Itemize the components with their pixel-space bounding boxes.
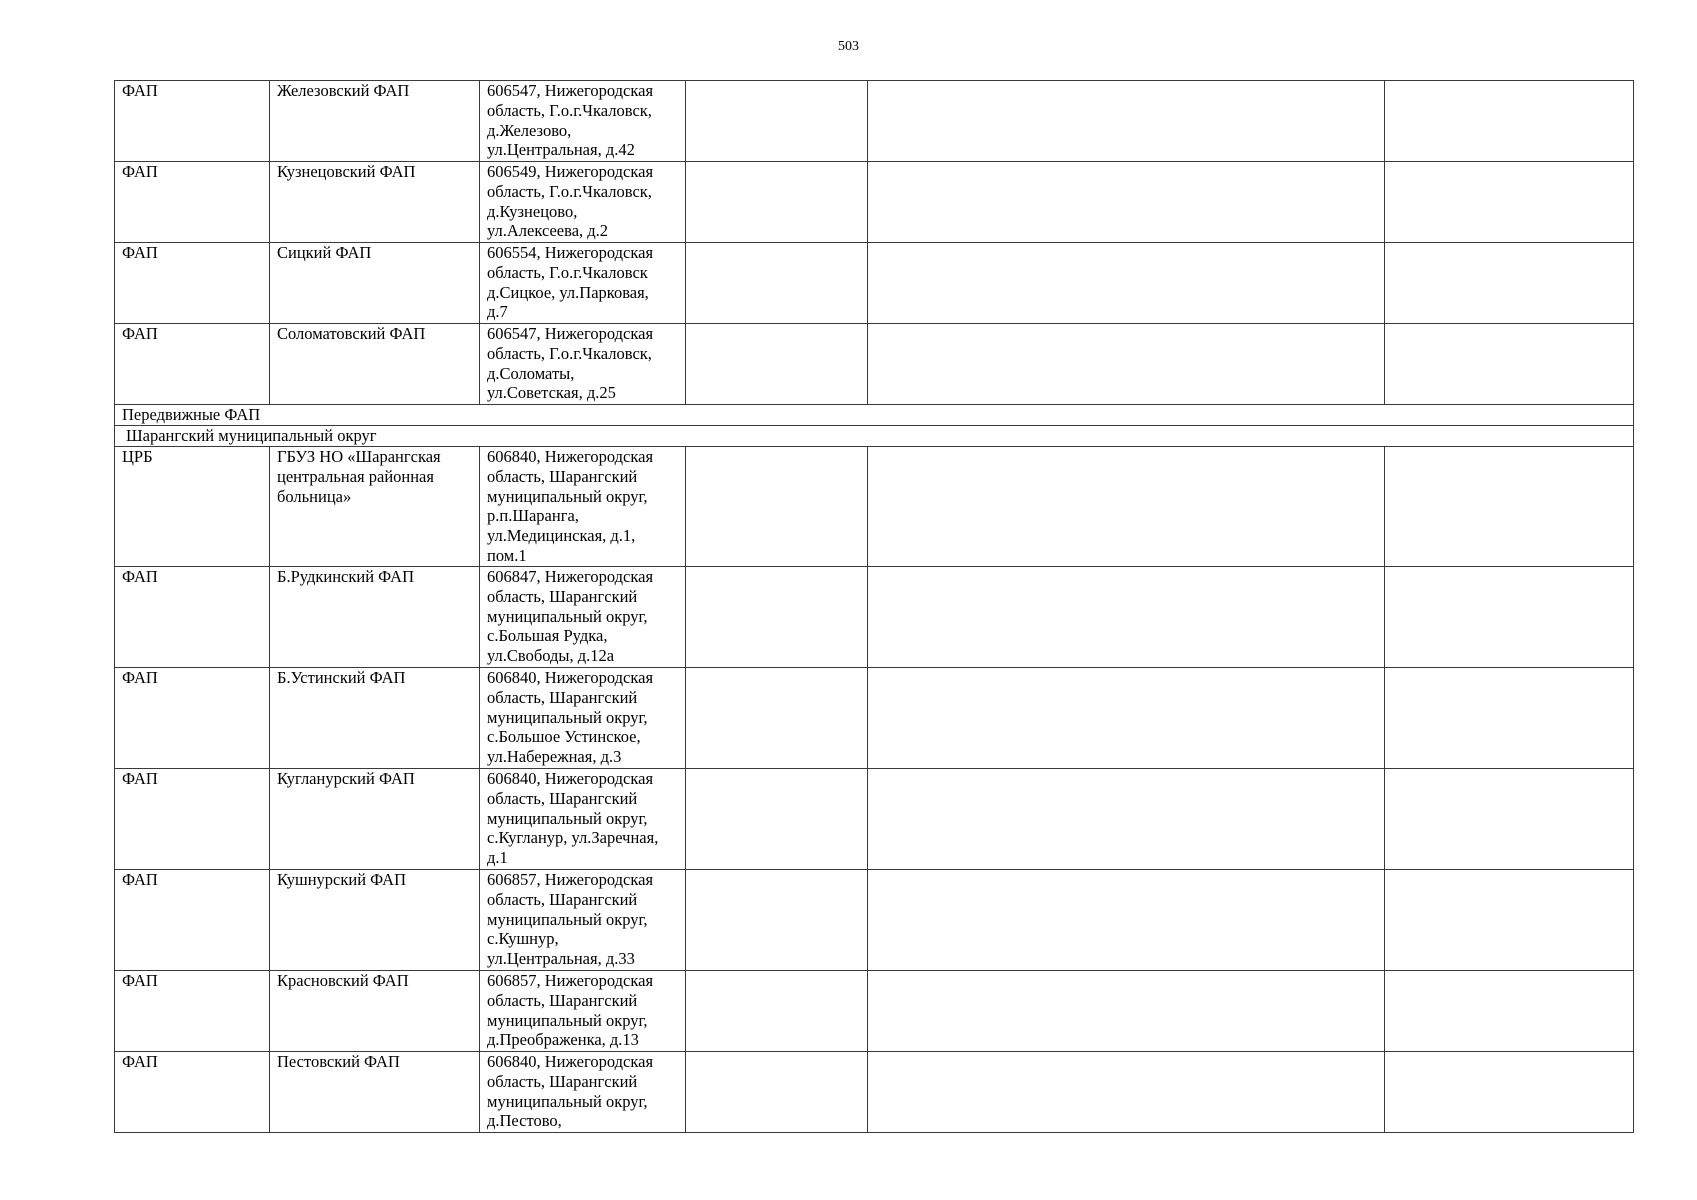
address-line: ул.Набережная, д.3 bbox=[487, 747, 622, 767]
empty-cell bbox=[868, 668, 1385, 769]
empty-cell bbox=[1385, 324, 1634, 405]
address-line: ул.Центральная, д.33 bbox=[487, 949, 635, 969]
facility-address-cell bbox=[480, 243, 686, 324]
empty-cell bbox=[868, 567, 1385, 668]
address-line: д.1 bbox=[487, 848, 508, 868]
empty-cell bbox=[686, 668, 868, 769]
address-line: муниципальный округ, bbox=[487, 486, 648, 506]
facility-name-cell: Кушнурский ФАП bbox=[270, 870, 480, 971]
address-line: д.Преображенка, д.13 bbox=[487, 1030, 639, 1050]
address-line: д.Железово, bbox=[487, 120, 572, 140]
address-line: ул.Алексеева, д.2 bbox=[487, 221, 609, 241]
address-line: с.Кушнур, bbox=[487, 929, 559, 949]
address-line: муниципальный округ, bbox=[487, 606, 648, 626]
empty-cell bbox=[868, 81, 1385, 162]
empty-cell bbox=[686, 870, 868, 971]
table-row bbox=[115, 971, 1634, 1052]
address-line: ул.Свободы, д.12а bbox=[487, 646, 615, 666]
facility-type-cell: ФАП bbox=[115, 162, 270, 243]
empty-cell bbox=[868, 870, 1385, 971]
facility-address-cell bbox=[480, 447, 686, 567]
table-row bbox=[115, 668, 1634, 769]
empty-cell bbox=[1385, 971, 1634, 1052]
address-line: муниципальный округ, bbox=[487, 909, 648, 929]
facility-name-cell: Железовский ФАП bbox=[270, 81, 480, 162]
facility-name-cell: Красновский ФАП bbox=[270, 971, 480, 1052]
empty-cell bbox=[1385, 162, 1634, 243]
table-row bbox=[115, 870, 1634, 971]
address-line: 606547, Нижегородская bbox=[487, 81, 654, 100]
address-line: 606547, Нижегородская bbox=[487, 324, 654, 343]
address-line: муниципальный округ, bbox=[487, 707, 648, 727]
facility-name-cell: Б.Устинский ФАП bbox=[270, 668, 480, 769]
address-line: область, Шарангский bbox=[487, 990, 638, 1010]
facility-address-cell bbox=[480, 971, 686, 1052]
facility-type-cell: ФАП bbox=[115, 567, 270, 668]
empty-cell bbox=[1385, 447, 1634, 567]
address-line: муниципальный округ, bbox=[487, 808, 648, 828]
empty-cell bbox=[686, 447, 868, 567]
table-row bbox=[115, 447, 1634, 567]
empty-cell bbox=[1385, 81, 1634, 162]
facility-type-cell: ФАП bbox=[115, 870, 270, 971]
address-line: с.Большая Рудка, bbox=[487, 626, 608, 646]
empty-cell bbox=[1385, 668, 1634, 769]
address-line: область, Шарангский bbox=[487, 586, 638, 606]
section-row bbox=[115, 405, 1634, 426]
address-line: область, Г.о.г.Чкаловск, bbox=[487, 100, 652, 120]
address-line: муниципальный округ, bbox=[487, 1010, 648, 1030]
facility-address-cell bbox=[480, 870, 686, 971]
table-row bbox=[115, 324, 1634, 405]
empty-cell bbox=[686, 769, 868, 870]
empty-cell bbox=[686, 567, 868, 668]
empty-cell bbox=[686, 1052, 868, 1133]
address-line: область, Г.о.г.Чкаловск bbox=[487, 262, 648, 282]
address-line: д.Соломаты, bbox=[487, 363, 575, 383]
empty-cell bbox=[1385, 243, 1634, 324]
facility-name-cell: Кузнецовский ФАП bbox=[270, 162, 480, 243]
facility-name-cell: Соломатовский ФАП bbox=[270, 324, 480, 405]
table-row bbox=[115, 81, 1634, 162]
address-line: область, Шарангский bbox=[487, 889, 638, 909]
facility-name-cell: Кугланурский ФАП bbox=[270, 769, 480, 870]
facilities-table bbox=[114, 80, 1634, 1133]
address-line: пом.1 bbox=[487, 545, 527, 565]
address-line: 606840, Нижегородская bbox=[487, 769, 654, 788]
address-line: область, Шарангский bbox=[487, 1071, 638, 1091]
empty-cell bbox=[686, 243, 868, 324]
section-heading: Передвижные ФАП bbox=[115, 405, 1634, 426]
address-line: область, Шарангский bbox=[487, 788, 638, 808]
table-row bbox=[115, 243, 1634, 324]
facility-type-cell: ФАП bbox=[115, 668, 270, 769]
address-line: 606554, Нижегородская bbox=[487, 243, 654, 262]
table-row bbox=[115, 1052, 1634, 1133]
empty-cell bbox=[686, 324, 868, 405]
facility-type-cell: ФАП bbox=[115, 769, 270, 870]
table-row bbox=[115, 567, 1634, 668]
table-body bbox=[115, 81, 1634, 1133]
address-line: ул.Центральная, д.42 bbox=[487, 140, 635, 160]
section-row bbox=[115, 426, 1634, 447]
address-line: д.Кузнецово, bbox=[487, 201, 578, 221]
facility-address-cell bbox=[480, 324, 686, 405]
facility-address-cell bbox=[480, 668, 686, 769]
address-line: д.Пестово, bbox=[487, 1111, 562, 1131]
address-line: область, Шарангский bbox=[487, 687, 638, 707]
address-line: 606857, Нижегородская bbox=[487, 971, 654, 990]
address-line: 606840, Нижегородская bbox=[487, 668, 654, 687]
address-line: 606857, Нижегородская bbox=[487, 870, 654, 889]
address-line: р.п.Шаранга, bbox=[487, 506, 579, 526]
facility-name-cell: ГБУЗ НО «Шарангская центральная районная больница» bbox=[270, 447, 480, 567]
facility-type-cell: ФАП bbox=[115, 324, 270, 405]
table-row bbox=[115, 162, 1634, 243]
address-line: муниципальный округ, bbox=[487, 1091, 648, 1111]
facility-type-cell: ФАП bbox=[115, 971, 270, 1052]
empty-cell bbox=[1385, 769, 1634, 870]
section-heading: Шарангский муниципальный округ bbox=[115, 426, 1634, 447]
facility-name-cell: Б.Рудкинский ФАП bbox=[270, 567, 480, 668]
facility-name-cell: Сицкий ФАП bbox=[270, 243, 480, 324]
address-line: область, Г.о.г.Чкаловск, bbox=[487, 343, 652, 363]
address-line: д.Сицкое, ул.Парковая, bbox=[487, 282, 649, 302]
address-line: 606840, Нижегородская bbox=[487, 447, 654, 466]
empty-cell bbox=[686, 81, 868, 162]
empty-cell bbox=[868, 1052, 1385, 1133]
empty-cell bbox=[1385, 870, 1634, 971]
table-row bbox=[115, 769, 1634, 870]
empty-cell bbox=[1385, 1052, 1634, 1133]
empty-cell bbox=[686, 162, 868, 243]
address-line: 606549, Нижегородская bbox=[487, 162, 654, 181]
empty-cell bbox=[868, 162, 1385, 243]
facility-address-cell bbox=[480, 567, 686, 668]
empty-cell bbox=[1385, 567, 1634, 668]
empty-cell bbox=[868, 447, 1385, 567]
address-line: с.Кугланур, ул.Заречная, bbox=[487, 828, 659, 848]
facility-type-cell: ФАП bbox=[115, 1052, 270, 1133]
empty-cell bbox=[686, 971, 868, 1052]
facility-type-cell: ФАП bbox=[115, 243, 270, 324]
address-line: с.Большое Устинское, bbox=[487, 727, 641, 747]
address-line: д.7 bbox=[487, 302, 508, 322]
empty-cell bbox=[868, 769, 1385, 870]
empty-cell bbox=[868, 243, 1385, 324]
address-line: 606847, Нижегородская bbox=[487, 567, 654, 586]
empty-cell bbox=[868, 971, 1385, 1052]
address-line: ул.Советская, д.25 bbox=[487, 383, 616, 403]
page-number: 503 bbox=[838, 39, 859, 54]
address-line: 606840, Нижегородская bbox=[487, 1052, 654, 1071]
facility-type-cell: ФАП bbox=[115, 81, 270, 162]
facility-name-cell: Пестовский ФАП bbox=[270, 1052, 480, 1133]
address-line: область, Г.о.г.Чкаловск, bbox=[487, 181, 652, 201]
empty-cell bbox=[868, 324, 1385, 405]
address-line: область, Шарангский bbox=[487, 466, 638, 486]
facility-address-cell bbox=[480, 162, 686, 243]
facility-address-cell bbox=[480, 1052, 686, 1133]
facility-address-cell bbox=[480, 81, 686, 162]
facility-address-cell bbox=[480, 769, 686, 870]
facility-type-cell: ЦРБ bbox=[115, 447, 270, 567]
address-line: ул.Медицинская, д.1, bbox=[487, 526, 636, 546]
